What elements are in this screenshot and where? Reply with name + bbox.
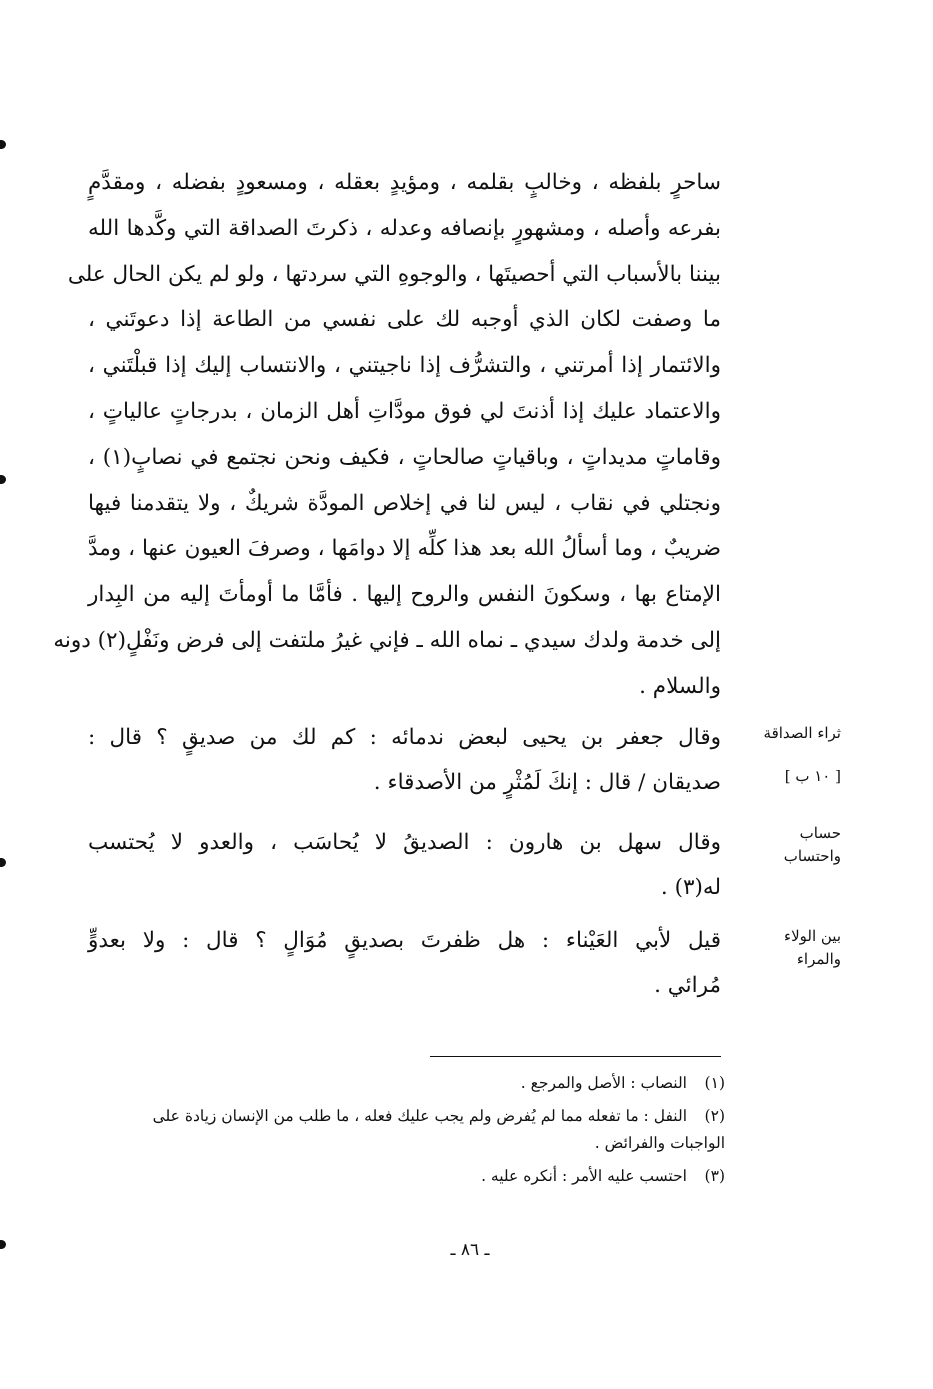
footnote-number: (٢) xyxy=(704,1107,725,1125)
text-line: والائتمار إذا أمرتني ، والتشرُّف إذا ناجيتني ، والانتساب إليك إذا قبلْتَني ، xyxy=(88,353,721,379)
margin-note-line: بين الولاء xyxy=(784,927,841,945)
text-line: ساحرٍ بلفظه ، وخالبٍ بقلمه ، ومؤيدٍ بعقله ، ومسعودٍ بفضله ، ومقدَّمٍ xyxy=(88,170,721,195)
margin-note xyxy=(745,722,841,788)
footnote-text: النفل : ما تفعله مما لم يُفرض ولم يجب عليك فعله ، ما طلب من الإنسان زيادة على xyxy=(152,1107,687,1125)
text-line: وقاماتٍ مديداتٍ ، وباقياتٍ صالحاتٍ ، فكيف ونحن نجتمع في نصابٍ(١) ، xyxy=(88,444,721,470)
text-line: وقال جعفر بن يحيى لبعض ندمائه : كم لك من صديقٍ ؟ قال : xyxy=(88,725,721,750)
text-line: ما وصفت لكان الذي أوجبه لك على نفسي من الطاعة إذا دعوتَني ، xyxy=(88,307,721,333)
footnote-text: النصاب : الأصل والمرجع . xyxy=(520,1074,687,1092)
footnote xyxy=(95,1103,725,1130)
text-line: ونجتلي في نقاب ، ليس لنا في إخلاص المودَّة شريكٌ ، ولا يتقدمنا فيها xyxy=(88,490,721,516)
footnotes xyxy=(95,1070,725,1190)
footnote-text: الواجبات والفرائض . xyxy=(594,1134,725,1152)
footnote-continuation xyxy=(95,1130,725,1157)
margin-note xyxy=(745,925,841,971)
text-line: الإمتاع بها ، وسكونَ النفس والروح إليها . فأمَّا ما أومأتَ إليه من البِدار xyxy=(88,582,721,608)
footnote xyxy=(95,1163,725,1190)
scan-edge-mark xyxy=(0,858,6,867)
text-line: مُرائي . xyxy=(654,973,721,998)
margin-note-line: ثراء الصداقة xyxy=(763,724,841,742)
footnote-divider xyxy=(430,1056,721,1057)
text-line: والسلام . xyxy=(639,673,721,699)
footnote-text: احتسب عليه الأمر : أنكره عليه . xyxy=(481,1167,687,1185)
margin-note-line: [ ١٠ ب ] xyxy=(784,767,841,785)
footnote-number: (٣) xyxy=(704,1167,725,1185)
text-line: وقال سهل بن هارون : الصديقُ لا يُحاسَب ، والعدو لا يُحتسب xyxy=(88,830,721,855)
text-line: إلى خدمة ولدك سيدي ـ نماه الله ـ فإني غيرُ ملتفت إلى فرض ونَفْلٍ(٢) دونه xyxy=(53,627,721,653)
scan-edge-mark xyxy=(0,140,6,149)
scan-edge-mark xyxy=(0,475,6,484)
footnote xyxy=(95,1070,725,1097)
page-number: ـ ٨٦ ـ xyxy=(450,1240,490,1260)
text-line: له(٣) . xyxy=(660,875,721,900)
anecdote-section xyxy=(88,820,721,910)
margin-note-line: واحتساب xyxy=(783,847,841,865)
margin-note xyxy=(745,822,841,868)
anecdote-section xyxy=(88,918,721,1008)
margin-note-line: والمراء xyxy=(796,950,841,968)
scan-edge-mark xyxy=(0,1240,6,1249)
anecdote-section xyxy=(88,715,721,805)
text-line: بيننا بالأسباب التي أحصيتَها ، والوجوهِ التي سردتها ، ولو لم يكن الحال على xyxy=(67,261,721,287)
main-paragraph xyxy=(53,160,721,710)
margin-note-line: حساب xyxy=(799,824,841,842)
text-line: قيل لأبي العَيْناء : هل ظفرتَ بصديقٍ مُوَالٍ ؟ قال : ولا بعدوٍّ xyxy=(88,928,721,953)
text-line: ضريبٌ ، وما أسألُ الله بعد هذا كلِّه إلا دوامَها ، وصرفَ العيون عنها ، ومدَّ xyxy=(88,536,721,562)
text-line: والاعتماد عليك إذا أذنتَ لي فوق مودَّاتِ أهل الزمان ، بدرجاتٍ عالياتٍ ، xyxy=(88,398,721,424)
text-line: صديقان / قال : إنكَ لَمُثْرٍ من الأصدقاء . xyxy=(373,770,721,795)
text-line: بفرعه وأصله ، ومشهورٍ بإنصافه وعدله ، ذكرتَ الصداقة التي وكَّدها الله xyxy=(88,215,721,241)
footnote-number: (١) xyxy=(704,1074,725,1092)
